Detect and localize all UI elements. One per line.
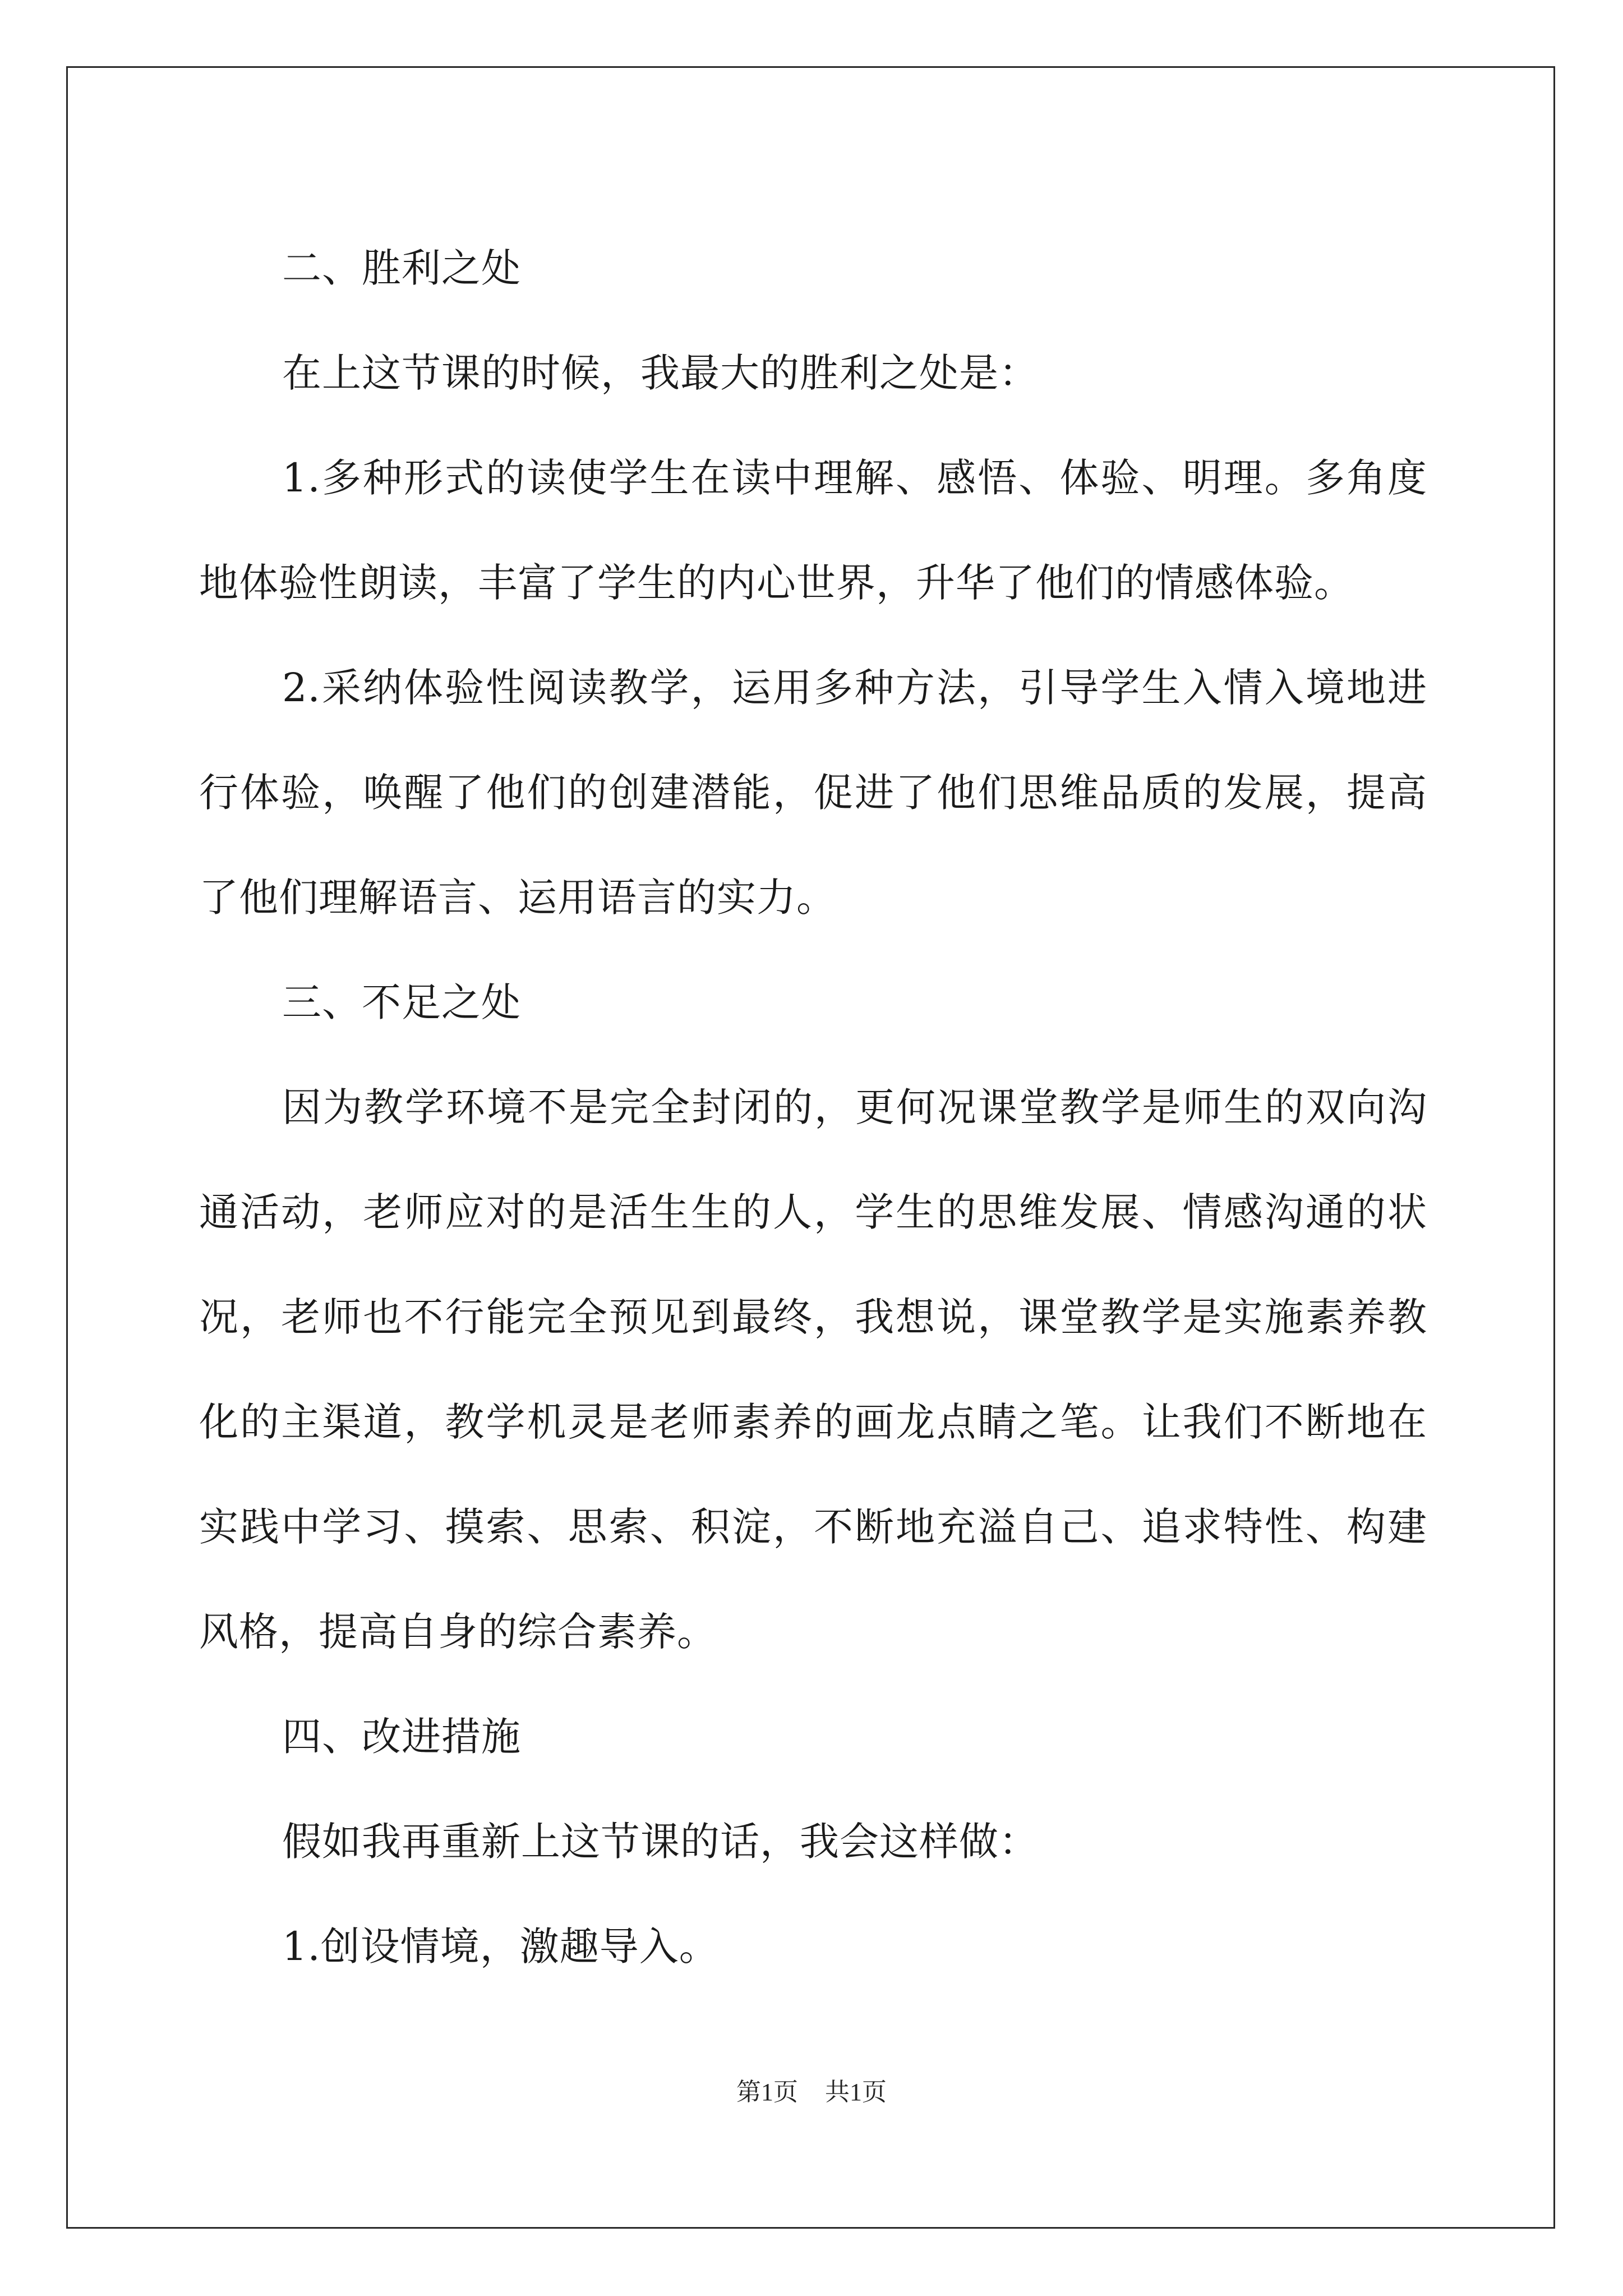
paragraph-success-point-1: 1.多种形式的读使学生在读中理解、感悟、体验、明理。多角度地体验性朗读，丰富了学生的内心世界，升华了他们的情感体验。 [199, 455, 1427, 606]
paragraph-successes-intro: 在上这节课的时候，我最大的胜利之处是： [282, 350, 1039, 396]
section-heading-successes: 二、胜利之处 [282, 245, 521, 291]
section-heading-shortcomings: 三、不足之处 [282, 979, 521, 1025]
paragraph-improvements-intro: 假如我再重新上这节课的话，我会这样做： [282, 1819, 1039, 1865]
total-page-count: 共1页 [825, 2078, 887, 2106]
section-heading-improvements: 四、改进措施 [282, 1714, 521, 1760]
page-footer [0, 2076, 1623, 2109]
current-page-number: 第1页 [736, 2078, 798, 2106]
paragraph-shortcomings: 因为教学环境不是完全封闭的，更何况课堂教学是师生的双向沟通活动，老师应对的是活生生的人，学生的思维发展、情感沟通的状况，老师也不行能完全预见到最终，我想说，课堂教学是实施素养教化的主渠道，教学机灵是老师素养的画龙点睛之笔。让我们不断地在实践中学习、摸索、思索、积淀，不断地充溢自己、追求特性、构建风格，提高自身的综合素养。 [199, 1084, 1427, 1655]
paragraph-success-point-2: 2.采纳体验性阅读教学，运用多种方法，引导学生入情入境地进行体验，唤醒了他们的创建潜能，促进了他们思维品质的发展，提高了他们理解语言、运用语言的实力。 [199, 665, 1427, 921]
paragraph-improvement-point-1: 1.创设情境，激趣导入。 [282, 1924, 719, 1970]
document-body [199, 216, 1427, 1999]
